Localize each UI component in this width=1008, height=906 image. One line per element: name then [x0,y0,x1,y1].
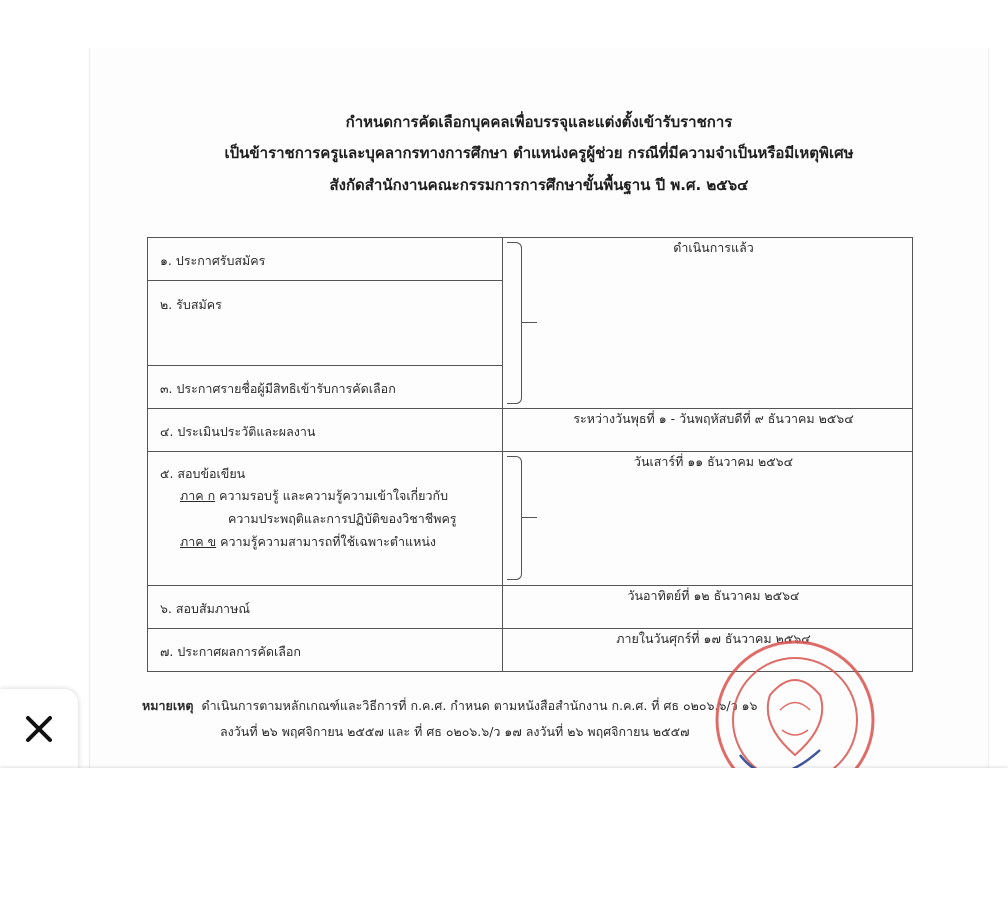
bracket-shape [507,456,522,580]
document-page [90,48,988,768]
bracket-shape [507,242,522,404]
step-cell: ๕. สอบข้อเขียน ภาค ก ความรอบรู้ และความรู้ความเข้าใจเกี่ยวกับ ความประพฤติและการปฏิบัติของวิชาชีพครู ภาค ข ความรู้ความสามารถที่ใช้เฉพาะตำแหน่ง [148,452,503,586]
date-cell: ภายในวันศุกร์ที่ ๑๗ ธันวาคม ๒๕๖๔ [503,629,913,672]
note-line-2: ลงวันที่ ๒๖ พฤศจิกายน ๒๕๕๗ และ ที่ ศธ ๐๒๐๖.๖/ว ๑๗ ลงวันที่ ๒๖ พฤศจิกายน ๒๕๕๗ [220,724,690,739]
note-block [142,693,757,745]
step-cell: ๗. ประกาศผลการคัดเลือก [148,629,503,672]
step-cell: ๓. ประกาศรายชื่อผู้มีสิทธิเข้ารับการคัดเลือก [148,366,503,409]
schedule-table [147,237,913,672]
date-cell: วันเสาร์ที่ ๑๑ ธันวาคม ๒๕๖๔ [503,452,913,586]
bottom-panel [0,768,1008,906]
note-label: หมายเหตุ [142,698,194,713]
group-status-text: ดำเนินการแล้ว [673,240,754,255]
date-cell: วันอาทิตย์ที่ ๑๒ ธันวาคม ๒๕๖๔ [503,586,913,629]
step-cell: ๒. รับสมัคร [148,281,503,366]
part-b-label: ภาค ข [180,534,217,549]
table-row [148,409,913,452]
step-cell: ๔. ประเมินประวัติและผลงาน [148,409,503,452]
group-status-cell [503,238,913,409]
close-button[interactable] [0,689,78,769]
step-cell: ๑. ประกาศรับสมัคร [148,238,503,281]
table-row [148,586,913,629]
table-row [148,452,913,586]
doc-title-line-1: กำหนดการคัดเลือกบุคคลเพื่อบรรจุและแต่งตั้งเข้ารับราชการ [345,113,733,131]
doc-title-line-2: เป็นข้าราชการครูและบุคลากรทางการศึกษา ตำแหน่งครูผู้ช่วย กรณีที่มีความจำเป็นหรือมีเหตุพิเศษ [224,144,854,162]
doc-title-line-3: สังกัดสำนักงานคณะกรรมการการศึกษาขั้นพื้นฐาน ปี พ.ศ. ๒๕๖๔ [329,176,749,194]
step-cell: ๖. สอบสัมภาษณ์ [148,586,503,629]
note-line-1: ดำเนินการตามหลักเกณฑ์และวิธีการที่ ก.ค.ศ. กำหนด ตามหนังสือสำนักงาน ก.ค.ศ. ที่ ศธ ๐๒๐๖.๖/ว ๑๖ [201,698,758,713]
part-a-label: ภาค ก [180,488,216,503]
official-seal-stamp [710,635,880,768]
date-cell: ระหว่างวันพุธที่ ๑ - วันพฤหัสบดีที่ ๙ ธันวาคม ๒๕๖๔ [503,409,913,452]
table-row [148,238,913,281]
close-icon [24,714,54,744]
